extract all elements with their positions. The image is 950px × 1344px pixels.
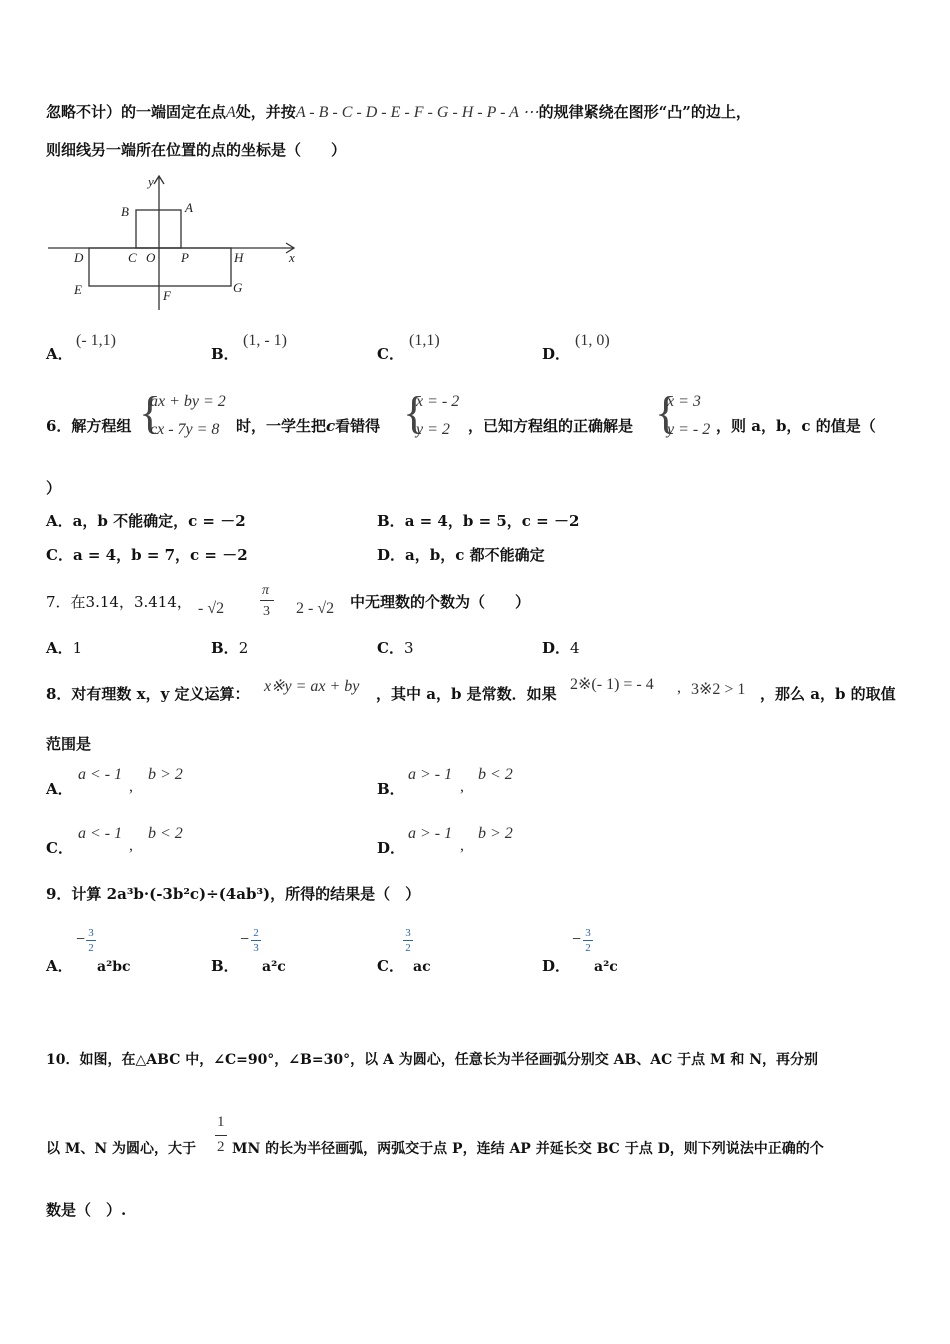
- q8-opt-d-label[interactable]: D．: [377, 839, 406, 857]
- q10-line3: 数是（ ）.: [46, 1201, 127, 1219]
- q9-opt-b-label[interactable]: B．: [211, 957, 239, 975]
- q6-opt-b-label: B．: [377, 512, 405, 530]
- q7-opt-b[interactable]: [211, 638, 248, 658]
- q9-opt-d-num: 3: [585, 927, 591, 939]
- q7-prefix: 7．在3.14，3.414，: [46, 593, 192, 611]
- q8-opt-c-v2: b < 2: [148, 825, 183, 842]
- q7-neg-sqrt2: - √2: [198, 600, 225, 617]
- q8-opt-b-label[interactable]: B．: [377, 780, 405, 798]
- q5-opt-b-label[interactable]: B．: [211, 345, 239, 363]
- label-C: C: [128, 250, 137, 265]
- q8-opt-c-comma: ,: [129, 837, 133, 854]
- q8-opt-d-v2: b > 2: [478, 825, 513, 842]
- q9-opt-d-sign: −: [572, 931, 582, 948]
- q6-sys3-line2: y = - 2: [667, 421, 711, 438]
- label-D: D: [74, 250, 84, 265]
- q10-line2-b: MN 的长为半径画弧，两弧交于点 P，连结 AP 并延长交 BC 于点 D，则下列说法中正确的个: [232, 1141, 824, 1157]
- q9-opt-d-term: a²c: [594, 959, 618, 975]
- q7-opt-c[interactable]: [377, 638, 414, 658]
- q7-opt-a[interactable]: [46, 638, 82, 658]
- q10-frac-bar: [215, 1135, 227, 1136]
- q9-opt-b-sign: −: [240, 931, 250, 948]
- q7-suffix: 中无理数的个数为（ ）: [350, 593, 531, 611]
- q6-opt-a[interactable]: [46, 511, 246, 531]
- q8-opt-a-v2: b > 2: [148, 766, 183, 783]
- q9-opt-c-term: ac: [413, 959, 431, 975]
- q7-three: 3: [263, 604, 270, 619]
- q5-line1-c: 的规律紧绕在图形“凸”的边上，: [538, 103, 751, 121]
- q8-cond2: 3※2 > 1: [691, 681, 746, 698]
- q5-opt-a-value: (- 1,1): [76, 332, 116, 349]
- q6-mid1: 时，一学生把: [236, 417, 327, 435]
- q5-figure: [46, 172, 306, 312]
- q6-opt-a-value: a，b 不能确定，c = －2: [72, 512, 246, 530]
- q9-text: 9．计算 2a³b·(-3b²c)÷(4ab³)，所得的结果是（ ）: [46, 885, 421, 903]
- q9-opt-a-sign: −: [76, 931, 86, 948]
- label-H: H: [234, 250, 244, 265]
- q8-line2: 范围是: [46, 735, 92, 753]
- q8-opt-c-label[interactable]: C．: [46, 839, 73, 857]
- label-E: E: [74, 282, 82, 297]
- q6-mid: [236, 416, 380, 436]
- q9-opt-a-label[interactable]: A．: [46, 957, 73, 975]
- q7-pi: π: [262, 583, 270, 598]
- q9-opt-d-label[interactable]: D．: [542, 957, 571, 975]
- q5-opt-d-value: (1, 0): [575, 332, 610, 349]
- q8-opt-a-label[interactable]: A．: [46, 780, 73, 798]
- q6-opt-b-value: a = 4，b = 5，c = －2: [404, 512, 580, 530]
- q6-sys2-line1: x = - 2: [416, 393, 460, 410]
- q8-suffix: ，那么 a，b 的取值: [760, 685, 896, 703]
- q9-opt-d-frac: [583, 927, 593, 954]
- q6-mid2: 看错得: [335, 417, 381, 435]
- q10-line2-a: 以 M、N 为圆心，大于: [46, 1141, 197, 1157]
- q7-frac-bar: [260, 600, 274, 601]
- q6-prefix: 6．解方程组: [46, 417, 132, 435]
- q9-opt-a-num: 3: [88, 927, 94, 939]
- q9-opt-c-label[interactable]: C．: [377, 957, 404, 975]
- q10-frac-num: 1: [217, 1114, 225, 1130]
- q7-opt-c-value: 3: [403, 639, 414, 657]
- label-B: B: [121, 204, 129, 219]
- q6-sys1-line2: cx - 7y = 8: [150, 421, 220, 438]
- q5-path: A - B - C - D - E - F - G - H - P - A ⋯: [295, 104, 539, 121]
- q7-opt-b-value: 2: [238, 639, 249, 657]
- q9-opt-c-num: 3: [405, 927, 411, 939]
- q6-opt-c-label: C．: [46, 546, 73, 564]
- q5-line2: 则细线另一端所在位置的点的坐标是（ ）: [46, 141, 347, 159]
- q9-opt-a-frac: [86, 927, 96, 954]
- q6-close: ）: [46, 479, 62, 497]
- q8-prefix: 8．对有理数 x，y 定义运算：: [46, 685, 250, 703]
- label-G: G: [233, 280, 243, 295]
- label-x: x: [289, 250, 295, 265]
- q8-opt-b-v2: b < 2: [478, 766, 513, 783]
- q7-opt-b-label: B．: [211, 639, 239, 657]
- q6-opt-b[interactable]: [377, 511, 579, 531]
- q7-opt-c-label: C．: [377, 639, 404, 657]
- q7-opt-d[interactable]: [542, 638, 580, 658]
- q6-brace-2: {: [403, 387, 426, 438]
- q5-opt-a-label[interactable]: A．: [46, 345, 73, 363]
- q6-opt-a-label: A．: [46, 512, 73, 530]
- q8-def: x※y = ax + by: [264, 678, 360, 695]
- q9-opt-a-den: 2: [88, 942, 94, 954]
- q8-cond1: 2※(- 1) = - 4: [570, 676, 654, 693]
- label-A: A: [185, 200, 193, 215]
- q10-frac-den: 2: [217, 1139, 225, 1155]
- q5-opt-b-value: (1, - 1): [243, 332, 287, 349]
- q5-point-a: A: [226, 104, 236, 121]
- q8-mid: ，其中 a，b 是常数．如果: [376, 685, 557, 703]
- q8-opt-b-comma: ,: [460, 778, 464, 795]
- q6-brace-3: {: [655, 387, 678, 438]
- q9-opt-b-den: 3: [253, 942, 259, 954]
- q8-opt-a-v1: a < - 1: [78, 766, 123, 783]
- q6-sys3-line1: x = 3: [667, 393, 701, 410]
- q9-opt-b-frac: [251, 927, 261, 954]
- q8-opt-a-comma: ,: [129, 778, 133, 795]
- q7-opt-d-label: D．: [542, 639, 571, 657]
- q6-suffix: ，则 a，b，c 的值是（: [716, 417, 876, 435]
- q6-opt-c[interactable]: [46, 545, 248, 565]
- q6-c-var: c: [326, 417, 336, 435]
- q6-sys2-line2: y = 2: [416, 421, 450, 438]
- q8-comma: ,: [677, 679, 681, 696]
- q9-opt-a-term: a²bc: [97, 959, 131, 975]
- q7-opt-d-value: 4: [570, 639, 580, 657]
- q5-opt-c-label[interactable]: C．: [377, 345, 404, 363]
- q9-opt-c-frac: [403, 927, 413, 954]
- q8-opt-c-v1: a < - 1: [78, 825, 123, 842]
- q6-opt-c-value: a = 4，b = 7，c = －2: [72, 546, 248, 564]
- q5-line1: [46, 102, 751, 123]
- q7-two-minus-sqrt2: 2 - √2: [296, 600, 335, 617]
- q9-opt-d-den: 2: [585, 942, 591, 954]
- q9-opt-c-den: 2: [405, 942, 411, 954]
- label-F: F: [163, 288, 171, 303]
- q5-opt-d-label[interactable]: D．: [542, 345, 571, 363]
- q6-brace-1: {: [139, 387, 162, 438]
- lower-rect: [89, 248, 231, 286]
- q7-opt-a-value: 1: [72, 639, 83, 657]
- q9-opt-b-num: 2: [253, 927, 259, 939]
- q7-opt-a-label: A．: [46, 639, 73, 657]
- q8-opt-b-v1: a > - 1: [408, 766, 453, 783]
- q6-mid3: ，已知方程组的正确解是: [468, 417, 634, 435]
- q6-sys1-line1: ax + by = 2: [150, 393, 226, 410]
- q9-opt-b-term: a²c: [262, 959, 286, 975]
- q6-opt-d-value: a，b，c 都不能确定: [405, 546, 545, 564]
- label-P: P: [181, 250, 189, 265]
- label-y: y: [148, 174, 154, 189]
- q5-line1-a: 忽略不计）的一端固定在点: [46, 103, 227, 121]
- q5-line1-b: 处，并按: [235, 103, 296, 121]
- label-O: O: [146, 250, 156, 265]
- q8-opt-d-v1: a > - 1: [408, 825, 453, 842]
- q5-opt-c-value: (1,1): [409, 332, 440, 349]
- q10-line1: 10．如图，在△ABC 中，∠C=90°，∠B=30°，以 A 为圆心，任意长为半径画弧分别交 AB、AC 于点 M 和 N，再分别: [46, 1052, 819, 1068]
- q6-opt-d[interactable]: [377, 545, 545, 565]
- q6-opt-d-label: D．: [377, 546, 406, 564]
- q8-opt-d-comma: ,: [460, 837, 464, 854]
